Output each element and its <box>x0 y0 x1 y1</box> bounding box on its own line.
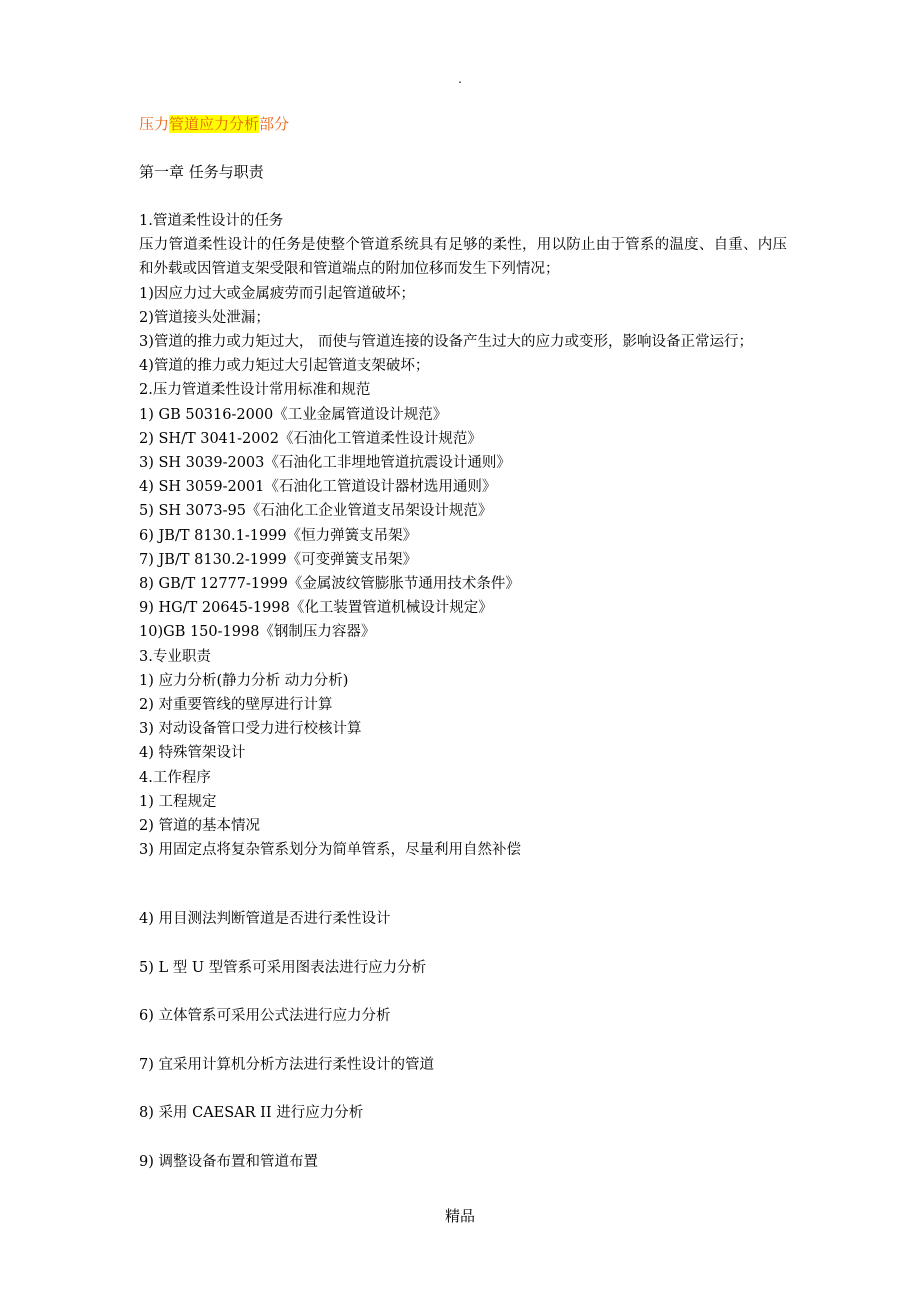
list-item: 4)管道的推力或力矩过大引起管道支架破坏； <box>139 358 430 375</box>
list-item: 2)管道接头处泄漏； <box>139 309 270 326</box>
list-item: 9) HG/T 20645-1998《化工装置管道机械设计规定》 <box>139 600 493 617</box>
list-item: 1) 应力分析(静力分析 动力分析) <box>139 672 349 689</box>
list-item: 8) GB/T 12777-1999《金属波纹管膨胀节通用技术条件》 <box>139 576 520 593</box>
list-item: 2) SH/T 3041-2002《石油化工管道柔性设计规范》 <box>139 430 482 447</box>
list-item: 1) 工程规定 <box>139 793 217 810</box>
footer-label: 精品 <box>444 1207 475 1225</box>
procedure-item: 6) 立体管系可采用公式法进行应力分析 <box>139 1008 391 1024</box>
procedure-item: 8) 采用 CAESAR II 进行应力分析 <box>139 1105 364 1121</box>
list-block <box>139 354 787 862</box>
procedure-item: 9) 调整设备布置和管道布置 <box>139 1153 318 1170</box>
list-item: 3)管道的推力或力矩过大， 而使与管道连接的设备产生过大的应力或变形，影响设备正常运行； <box>139 334 753 351</box>
body-paragraph: 压力管道柔性设计的任务是使整个管道系统具有足够的柔性，用以防止由于管系的温度、自重、内压和外载或因管道支架受限和管道端点的附加位移而发生下列情况； <box>139 237 787 278</box>
list-item: 5) SH 3073-95《石油化工企业管道支吊架设计规范》 <box>139 503 493 520</box>
list-item: 4) SH 3059-2001《石油化工管道设计器材选用通则》 <box>139 479 497 496</box>
list-item: 7) JB/T 8130.2-1999《可变弹簧支吊架》 <box>139 551 418 568</box>
title-suffix: 部分 <box>259 115 290 133</box>
list-item: 10)GB 150-1998《钢制压力容器》 <box>139 624 376 641</box>
procedure-item: 7) 宜采用计算机分析方法进行柔性设计的管道 <box>139 1056 434 1073</box>
list-item: 3) 用固定点将复杂管系划分为简单管系，尽量利用自然补偿 <box>139 842 521 859</box>
document-title <box>139 113 289 135</box>
title-prefix: 压力 <box>139 115 170 133</box>
list-item: 4.工作程序 <box>139 769 211 786</box>
title-highlight: 管道应力分析 <box>169 115 260 133</box>
list-item: 2.压力管道柔性设计常用标准和规范 <box>139 382 371 399</box>
section-heading: 1.管道柔性设计的任务 <box>139 213 284 229</box>
list-item: 3) 对动设备管口受力进行校核计算 <box>139 721 362 738</box>
procedure-list <box>139 907 434 1198</box>
list-item: 6) JB/T 8130.1-1999《恒力弹簧支吊架》 <box>139 527 418 544</box>
list-item: 2) 对重要管线的壁厚进行计算 <box>139 697 333 714</box>
procedure-item: 4) 用目测法判断管道是否进行柔性设计 <box>139 911 391 927</box>
procedure-item: 5) L 型 U 型管系可采用图表法进行应力分析 <box>139 959 427 976</box>
list-item: 3) SH 3039-2003《石油化工非埋地管道抗震设计通则》 <box>139 455 511 472</box>
list-item: 3.专业职责 <box>139 648 211 665</box>
list-item: 2) 管道的基本情况 <box>139 818 260 835</box>
list-item: 4) 特殊管架设计 <box>139 745 246 762</box>
header-mark: . <box>458 72 462 86</box>
document-body <box>139 209 787 862</box>
chapter-heading: 第一章 任务与职责 <box>139 163 264 181</box>
list-item: 1) GB 50316-2000《工业金属管道设计规范》 <box>139 406 448 423</box>
list-item: 1)因应力过大或金属疲劳而引起管道破坏； <box>139 285 415 302</box>
